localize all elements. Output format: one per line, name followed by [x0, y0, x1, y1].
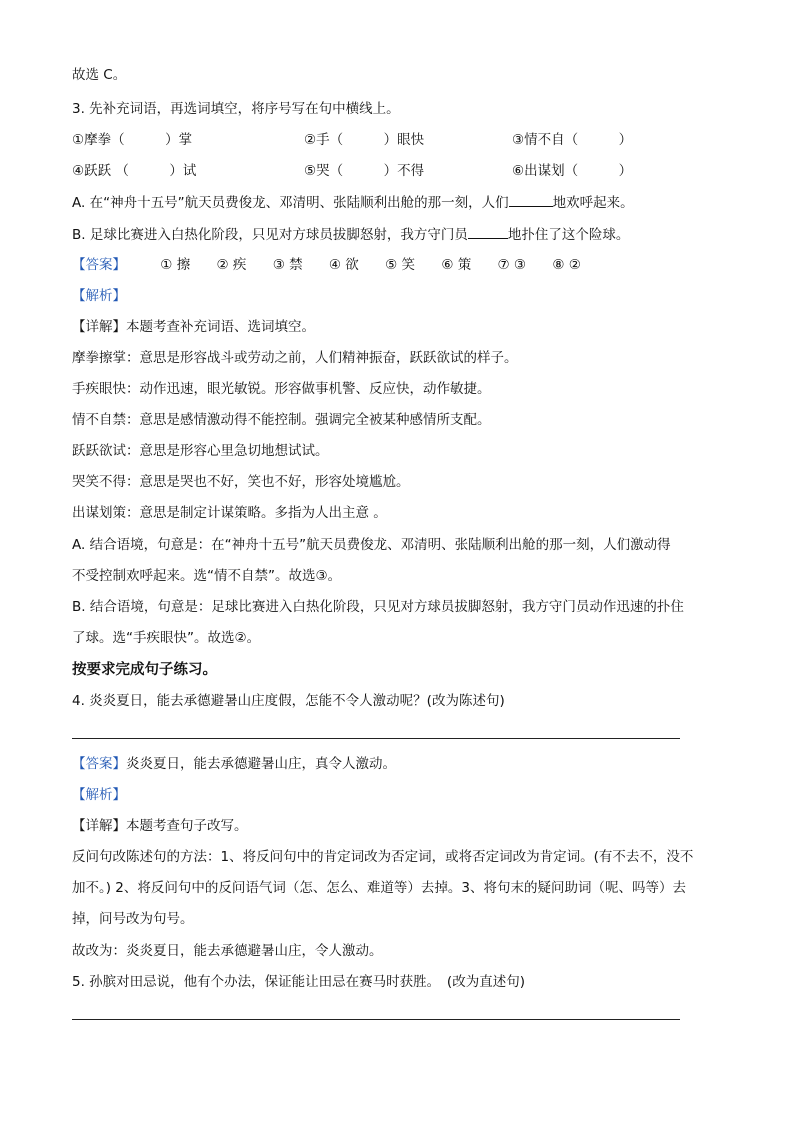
answer-line[interactable] [72, 1019, 680, 1020]
analysis-a-line-2: 不受控制欢呼起来。选“情不自禁”。故选③。 [72, 568, 342, 584]
explanation-line: 哭笑不得：意思是哭也不好，笑也不好，形容处境尴尬。 [72, 474, 410, 490]
q3-option-6: ⑥出谋划（ ） [512, 163, 633, 179]
answer-item: ⑦ ③ [497, 257, 527, 273]
q3-answer-row [72, 256, 603, 274]
q4-title: 4. 炎炎夏日，能去承德避暑山庄度假，怎能不令人激动呢？(改为陈述句) [72, 693, 505, 709]
q3-option-1: ①摩拳（ ）掌 [72, 132, 193, 148]
answer-item: ② 疾 [216, 257, 247, 273]
explanation-line: 摩拳擦掌：意思是形容战斗或劳动之前，人们精神振奋，跃跃欲试的样子。 [72, 350, 518, 366]
q3-sentence-a-before: A. 在“神舟十五号”航天员费俊龙、邓清明、张陆顺利出舱的那一刻，人们 [72, 195, 509, 211]
detail-text: 本题考查句子改写。 [126, 818, 248, 834]
method-line-2: 加不。) 2、将反问句中的反问语气词（怎、怎么、难道等）去掉。3、将句末的疑问助词（呢、吗等）去 [72, 880, 686, 896]
answer-item: ① 擦 [160, 257, 191, 273]
q3-sentence-a [72, 193, 634, 212]
prev-conclusion: 故选 C。 [72, 67, 127, 83]
answer-tag: 【答案】 [72, 257, 126, 273]
analysis-a-line-1: A. 结合语境，句意是：在“神舟十五号”航天员费俊龙、邓清明、张陆顺利出舱的那一刻，人们激动得 [72, 537, 671, 553]
method-line-1: 反问句改陈述句的方法：1、将反问句中的肯定词改为否定词，或将否定词改为肯定词。(有不去不，没不 [72, 849, 694, 865]
analysis-tag: 【解析】 [72, 288, 126, 304]
answer-item: ⑧ ② [552, 257, 581, 273]
q3-options-row-1 [72, 131, 672, 149]
analysis-tag: 【解析】 [72, 787, 126, 803]
q3-sentence-b-before: B. 足球比赛进入白热化阶段，只见对方球员拔脚怒射，我方守门员 [72, 227, 468, 243]
answer-tag: 【答案】 [72, 756, 126, 772]
q3-detail [72, 318, 315, 336]
explanation-line: 情不自禁：意思是感情激动得不能控制。强调完全被某种感情所支配。 [72, 412, 491, 428]
analysis-b-line-1: B. 结合语境，句意是：足球比赛进入白热化阶段，只见对方球员拔脚怒射，我方守门员动作迅速的扑住 [72, 599, 684, 615]
answer-line[interactable] [72, 738, 680, 739]
answer-item: ③ 禁 [272, 257, 303, 273]
explanation-line: 出谋划策：意思是制定计谋策略。多指为人出主意 。 [72, 505, 387, 521]
explanation-line: 跃跃欲试：意思是形容心里急切地想试试。 [72, 443, 329, 459]
q3-sentence-b [72, 225, 629, 244]
q4-conclusion: 故改为：炎炎夏日，能去承德避暑山庄，令人激动。 [72, 943, 383, 959]
q3-title: 3. 先补充词语，再选词填空，将序号写在句中横线上。 [72, 101, 400, 117]
q3-sentence-a-after: 地欢呼起来。 [552, 195, 634, 211]
q3-options-row-2 [72, 162, 672, 180]
detail-text: 本题考查补充词语、选词填空。 [126, 319, 315, 335]
q3-option-5: ⑤哭（ ）不得 [304, 163, 425, 179]
q4-detail [72, 817, 248, 835]
section-title: 按要求完成句子练习。 [72, 662, 217, 678]
q5-title: 5. 孙膑对田忌说，他有个办法，保证能让田忌在赛马时获胜。 (改为直述句) [72, 974, 525, 990]
answer-text: 炎炎夏日，能去承德避暑山庄，真令人激动。 [126, 756, 396, 772]
q4-answer [72, 755, 396, 773]
answer-item: ⑥ 策 [441, 257, 472, 273]
detail-tag: 【详解】 [72, 319, 126, 335]
answer-item: ④ 欲 [328, 257, 359, 273]
analysis-b-line-2: 了球。选“手疾眼快”。故选②。 [72, 630, 261, 646]
q3-option-2: ②手（ ）眼快 [304, 132, 425, 148]
explanation-line: 手疾眼快：动作迅速，眼光敏锐。形容做事机警、反应快，动作敏捷。 [72, 381, 491, 397]
method-line-3: 掉，问号改为句号。 [72, 911, 194, 927]
q3-option-4: ④跃跃 （ ）试 [72, 163, 197, 179]
answer-item: ⑤ 笑 [385, 257, 416, 273]
detail-tag: 【详解】 [72, 818, 126, 834]
answer-blank[interactable] [509, 193, 553, 207]
q3-option-3: ③情不自（ ） [512, 132, 633, 148]
q3-sentence-b-after: 地扑住了这个险球。 [507, 227, 630, 243]
answer-blank[interactable] [468, 225, 508, 239]
